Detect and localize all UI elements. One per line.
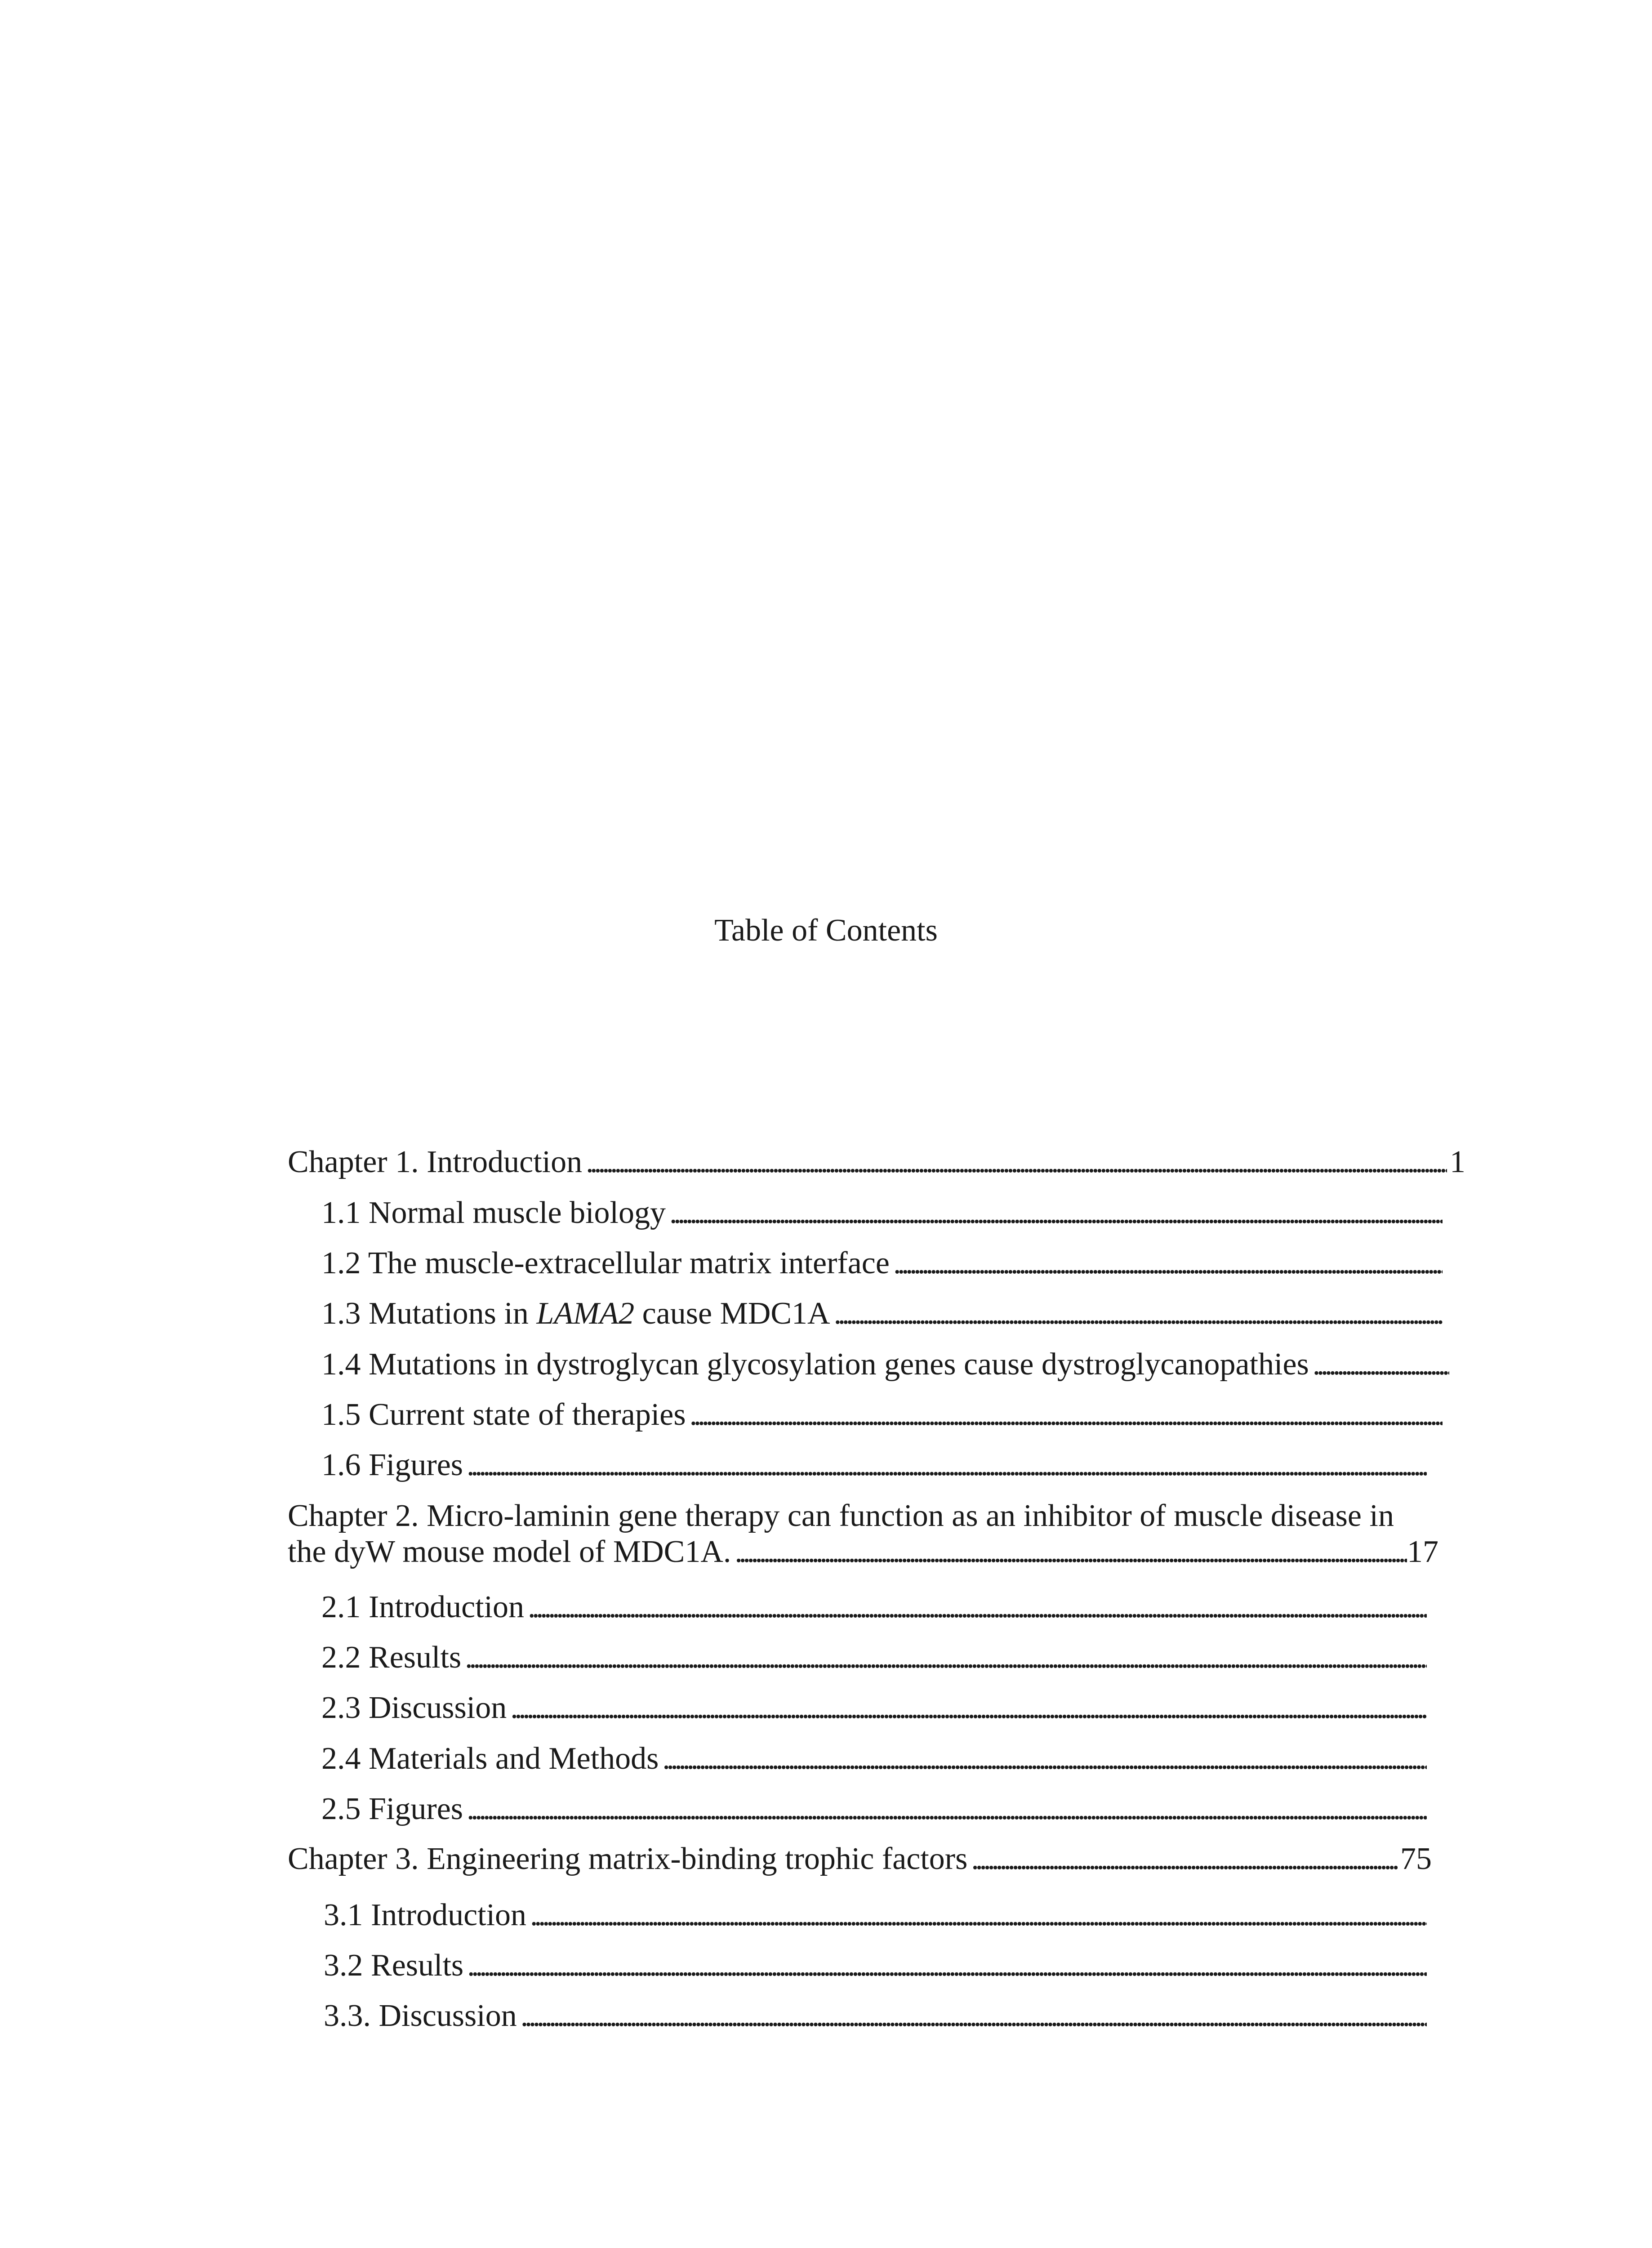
- toc-entry-3-3[interactable]: [324, 1996, 1429, 2036]
- toc-entry-1-6[interactable]: [321, 1445, 1429, 1485]
- dot-leader: [1313, 1344, 1449, 1385]
- dot-leader: [521, 1996, 1427, 2036]
- toc-entry-label: 1.4 Mutations in dystroglycan glycosylation genes cause dystroglycanopathies: [321, 1347, 1309, 1382]
- toc-entry-label: 2.5 Figures: [321, 1792, 463, 1826]
- toc-entry-label: 3.2 Results: [324, 1948, 464, 1983]
- toc-entry-3-1[interactable]: [324, 1895, 1429, 1936]
- toc-entry-1-5[interactable]: [321, 1395, 1445, 1435]
- dot-leader: [465, 1637, 1427, 1678]
- toc-entry-label: 3.1 Introduction: [324, 1898, 527, 1932]
- dot-leader: [586, 1142, 1447, 1182]
- toc-entry-label: 2.1 Introduction: [321, 1590, 525, 1624]
- toc-entry-2-5[interactable]: [321, 1789, 1429, 1829]
- dot-leader: [530, 1895, 1427, 1936]
- toc-entry-chapter-1[interactable]: [288, 1142, 1465, 1182]
- toc-entry-label: 2.2 Results: [321, 1640, 462, 1675]
- toc-entry-label: 1.6 Figures: [321, 1448, 463, 1482]
- page-title: Table of Contents: [714, 913, 938, 948]
- toc-entry-1-4[interactable]: [321, 1344, 1452, 1385]
- toc-entry-label: 1.1 Normal muscle biology: [321, 1195, 666, 1230]
- toc-entry-2-3[interactable]: [321, 1688, 1429, 1728]
- dot-leader: [669, 1193, 1443, 1233]
- dot-leader: [467, 1445, 1427, 1485]
- dot-leader: [467, 1789, 1427, 1829]
- toc-entry-chapter-3[interactable]: [288, 1839, 1432, 1879]
- toc-entry-label: 2.3 Discussion: [321, 1690, 507, 1725]
- toc-entry-2-4[interactable]: [321, 1739, 1429, 1779]
- dot-leader: [510, 1688, 1427, 1728]
- toc-entry-label: 3.3. Discussion: [324, 1998, 517, 2033]
- dot-leader: [893, 1243, 1443, 1284]
- toc-entry-2-1[interactable]: [321, 1587, 1429, 1628]
- toc-entry-2-2[interactable]: [321, 1637, 1429, 1678]
- dot-leader: [735, 1534, 1407, 1570]
- dot-leader: [834, 1293, 1443, 1334]
- toc-entry-label: the dyW mouse model of MDC1A.: [288, 1534, 731, 1569]
- toc-entry-label: 2.4 Materials and Methods: [321, 1741, 659, 1776]
- toc-page-number: 1: [1450, 1145, 1465, 1179]
- toc-page-number: 17: [1407, 1534, 1438, 1569]
- table-of-contents: [288, 0, 1465, 2248]
- gene-name-italic: LAMA2: [536, 1296, 635, 1331]
- toc-entry-label: Chapter 3. Engineering matrix-binding trophic factors: [288, 1842, 968, 1876]
- toc-entry-label: [321, 1293, 830, 1334]
- toc-entry-1-3[interactable]: [321, 1293, 1445, 1334]
- toc-entry-label-line2: [288, 1534, 1438, 1570]
- toc-entry-3-2[interactable]: [324, 1945, 1429, 1986]
- toc-entry-label: Chapter 1. Introduction: [288, 1145, 583, 1179]
- toc-page-number: 75: [1400, 1842, 1432, 1876]
- toc-entry-label: 1.2 The muscle-extracellular matrix interface: [321, 1246, 890, 1280]
- toc-entry-1-1[interactable]: [321, 1193, 1445, 1233]
- toc-entry-label-line1: Chapter 2. Micro-laminin gene therapy can function as an inhibitor of muscle disease in: [288, 1499, 1394, 1533]
- toc-entry-chapter-2[interactable]: [288, 1498, 1438, 1570]
- toc-label-suffix: cause MDC1A: [634, 1296, 830, 1331]
- dot-leader: [662, 1739, 1427, 1779]
- toc-label-prefix: 1.3 Mutations in: [321, 1296, 537, 1331]
- dot-leader: [971, 1839, 1398, 1879]
- dot-leader: [690, 1395, 1443, 1435]
- toc-entry-1-2[interactable]: [321, 1243, 1445, 1284]
- toc-entry-label: 1.5 Current state of therapies: [321, 1397, 686, 1432]
- dot-leader: [528, 1587, 1427, 1628]
- dot-leader: [467, 1945, 1427, 1986]
